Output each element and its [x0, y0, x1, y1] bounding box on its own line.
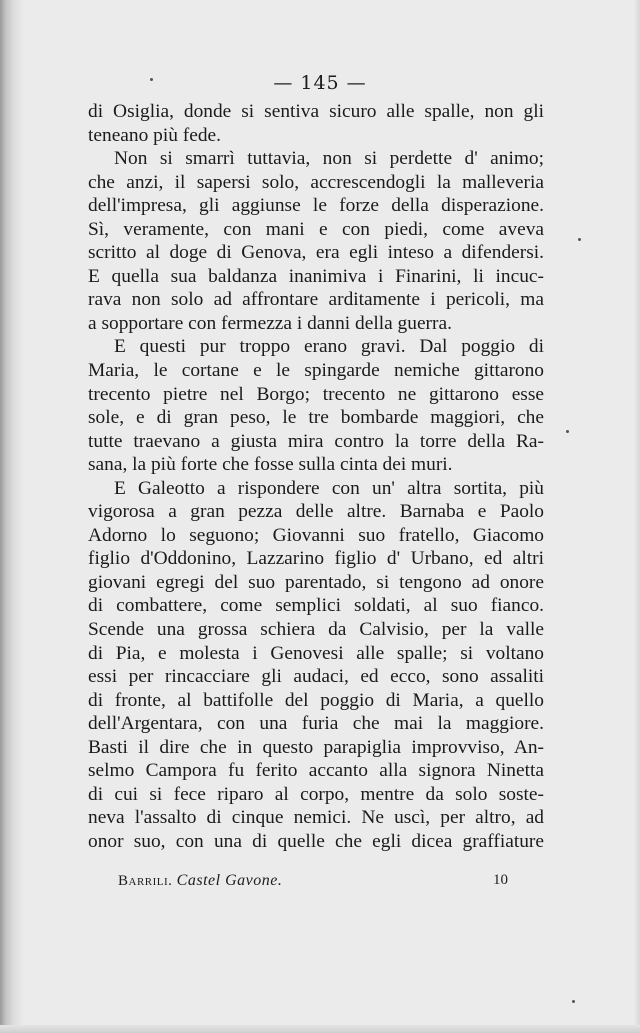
ink-speck — [566, 430, 569, 433]
text-line: rava non solo ad affrontare arditamente i pericoli, ma — [88, 289, 544, 311]
text-line: Scende una grossa schiera da Calvisio, per la valle — [88, 619, 544, 641]
text-line: a sopportare con fermezza i danni della guerra. — [88, 312, 452, 334]
text-line: tutte traevano a giusta mira contro la torre della Ra- — [88, 430, 544, 452]
text-line: Maria, le cortane e le spingarde nemiche gittarono — [88, 360, 544, 382]
text-line: E Galeotto a rispondere con un' altra sortita, più — [114, 477, 544, 499]
text-line: Basti il dire che in questo parapiglia improvviso, An- — [88, 736, 544, 758]
ink-speck — [572, 1000, 575, 1003]
text-line: vigorosa a gran pezza delle altre. Barnaba e Paolo — [88, 501, 544, 523]
text-line: dell'impresa, gli aggiunse le forze della disperazione. — [88, 195, 544, 217]
text-line: Adorno lo seguono; Giovanni suo fratello, Giacomo — [88, 524, 544, 546]
text-line: sole, e di gran peso, le tre bombarde maggiori, che — [88, 407, 544, 429]
page-footer — [118, 872, 508, 890]
ink-speck — [578, 238, 581, 241]
text-line: giovani egregi del suo parentado, si tengono ad onore — [88, 571, 544, 593]
text-line: selmo Campora fu ferito accanto alla signora Ninetta — [88, 760, 544, 782]
text-line: essi per rincacciare gli audaci, ed ecco, sono assaliti — [88, 666, 544, 688]
page-binding-shadow — [0, 0, 24, 1033]
text-line: figlio d'Oddonino, Lazzarino figlio d' Urbano, ed altri — [88, 548, 544, 570]
text-line: scritto al doge di Genova, era egli inteso a difendersi. — [88, 242, 544, 264]
footer-author: Barrili. — [118, 873, 173, 889]
text-line: dell'Argentara, con una furia che mai la maggiore. — [88, 713, 544, 735]
text-line: onor suo, con una di quelle che egli dicea graffiature — [88, 830, 544, 852]
text-line: Non si smarrì tuttavia, non si perdette d' animo; — [114, 148, 544, 170]
text-line: Sì, veramente, con mani e con piedi, come aveva — [88, 218, 544, 240]
text-line: che anzi, il sapersi solo, accrescendogli la malleveria — [88, 171, 544, 193]
text-line: neva l'assalto di cinque nemici. Ne uscì, per altro, ad — [88, 807, 544, 829]
text-line: trecento pietre nel Borgo; trecento ne gittarono esse — [88, 383, 544, 405]
page-number: — 145 — — [273, 72, 367, 94]
sheet-number: 10 — [493, 872, 508, 888]
text-line: di fronte, al battifolle del poggio di Maria, a quello — [88, 689, 544, 711]
page-right-edge — [634, 0, 640, 1033]
text-line: sana, la più forte che fosse sulla cinta dei muri. — [88, 454, 453, 476]
text-line: E quella sua baldanza inanimiva i Finarini, li incuc- — [88, 265, 544, 287]
text-line: di Pia, e molesta i Genovesi alle spalle; si voltano — [88, 642, 544, 664]
ink-speck — [150, 78, 153, 81]
text-line: di cui si fece riparo al corpo, mentre da solo soste- — [88, 783, 544, 805]
text-line: di Osiglia, donde si sentiva sicuro alle spalle, non gli — [88, 101, 544, 122]
footer-signature — [118, 873, 282, 889]
text-line: di combattere, come semplici soldati, al suo fianco. — [88, 595, 544, 617]
body-text — [88, 100, 544, 854]
footer-title: Castel Gavone. — [176, 872, 283, 889]
page-bottom-edge — [0, 1025, 640, 1033]
text-line: teneano più fede. — [88, 124, 221, 146]
text-line: E questi pur troppo erano gravi. Dal poggio di — [114, 336, 544, 358]
